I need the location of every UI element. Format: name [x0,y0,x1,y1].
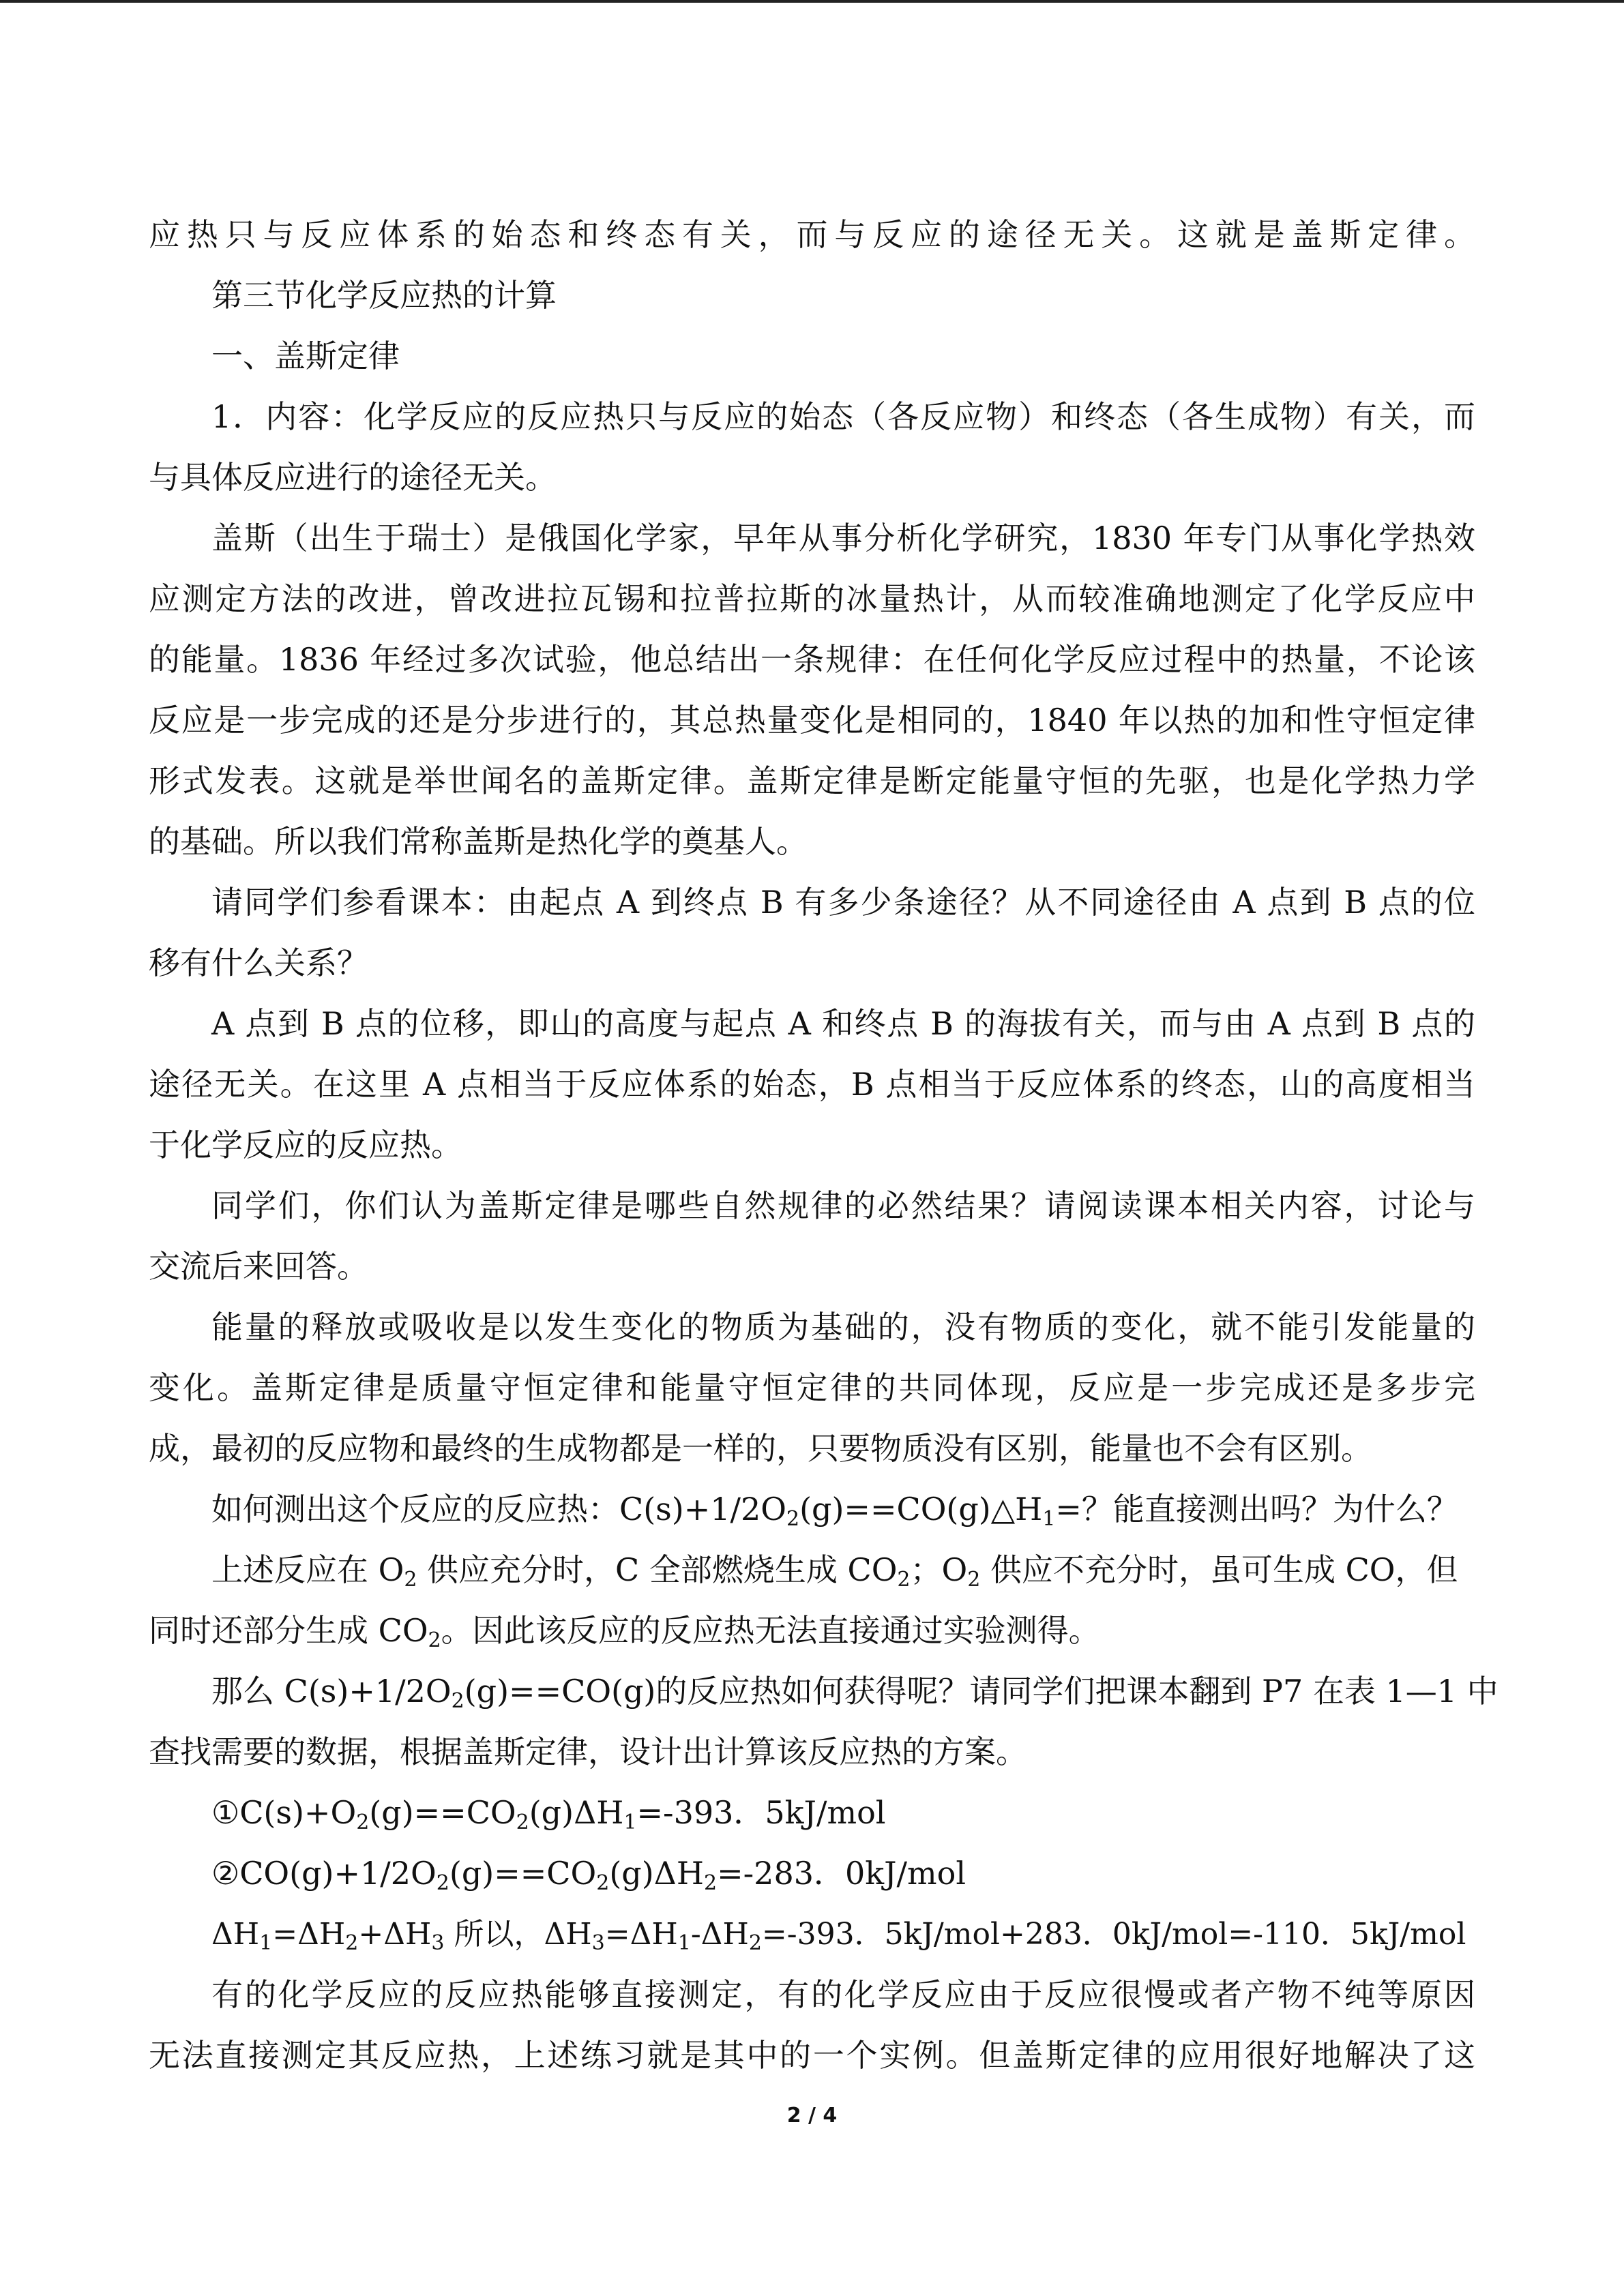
text-line: 同学们，你们认为盖斯定律是哪些自然规律的必然结果？请阅读课本相关内容，讨论与 [211,1187,1475,1224]
text-line: 无法直接测定其反应热，上述练习就是其中的一个实例。但盖斯定律的应用很好地解决了这 [149,2037,1475,2074]
equation-line: $②CO(g)+1/2O_2(g)==CO_2(g)\Delta H_2=-283$．0kJ/mol [211,1855,966,1895]
text-line: 的基础。所以我们常称盖斯是热化学的奠基人。 [149,823,808,860]
text-line: 应测定方法的改进，曾改进拉瓦锡和拉普拉斯的冰量热计，从而较准确地测定了化学反应中 [149,580,1475,617]
text-line: 于化学反应的反应热。 [149,1127,462,1163]
text-line: 1．内容：化学反应的反应热只与反应的始态（各反应物）和终态（各生成物）有关，而 [211,398,1475,435]
text-line: 有的化学反应的反应热能够直接测定，有的化学反应由于反应很慢或者产物不纯等原因 [211,1976,1475,2013]
text-line: 应热只与反应体系的始态和终态有关，而与反应的途径无关。这就是盖斯定律。 [149,216,1475,253]
text-line: 同时还部分生成 $CO_2$。因此该反应的反应热无法直接通过实验测得。 [149,1612,1100,1652]
top-border [0,0,1624,3]
text-line: 成，最初的反应物和最终的生成物都是一样的，只要物质没有区别，能量也不会有区别。 [149,1430,1372,1467]
text-line: 如何测出这个反应的反应热：$C(s)+1/2O_2(g)==CO(g)\triangle H_1=$？能直接测出吗？为什么？ [211,1491,1458,1531]
text-line: 上述反应在 $O_2$ 供应充分时，C 全部燃烧生成 $CO_2$；$O_2$ 供应不充分时，虽可生成 CO，但 [211,1551,1458,1592]
text-line: 盖斯（出生于瑞士）是俄国化学家，早年从事分析化学研究，1830 年专门从事化学热效 [211,520,1475,556]
text-line: 那么 $C(s)+1/2O_2(g)==CO(g)$的反应热如何获得呢？请同学们把课本翻到 P7 在表 1—1 中 [211,1673,1498,1713]
text-line: 反应是一步完成的还是分步进行的，其总热量变化是相同的，1840 年以热的加和性守恒定律 [149,702,1475,739]
text-line: 请同学们参看课本：由起点 A 到终点 B 有多少条途径？从不同途径由 A 点到 B 点的位 [211,884,1475,921]
section-title: 第三节化学反应热的计算 [211,277,557,314]
text-line: 能量的释放或吸收是以发生变化的物质为基础的，没有物质的变化，就不能引发能量的 [211,1309,1475,1345]
subsection-title: 一、盖斯定律 [211,338,400,374]
text-line: 移有什么关系？ [149,944,368,981]
equation-line: $①C(s)+O_2(g)==CO_2(g)\Delta H_1=-393$．5kJ/mol [211,1794,886,1834]
equation-line: $\Delta H_1=\Delta H_2+\Delta H_3$ 所以，$\Delta H_3=\Delta H_1-\Delta H_2=-393$．5kJ/mol+283．0kJ/mol=-110．5kJ/mol [211,1917,1466,1955]
page-number: 2 / 4 [786,2104,838,2128]
text-line: 形式发表。这就是举世闻名的盖斯定律。盖斯定律是断定能量守恒的先驱，也是化学热力学 [149,762,1475,799]
text-line: 的能量。1836 年经过多次试验，他总结出一条规律：在任何化学反应过程中的热量，不论该 [149,641,1475,678]
text-line: 与具体反应进行的途径无关。 [149,459,557,496]
text-line: 交流后来回答。 [149,1248,368,1285]
document-body [149,205,1498,2086]
text-line: 变化。盖斯定律是质量守恒定律和能量守恒定律的共同体现，反应是一步完成还是多步完 [149,1369,1475,1406]
text-line: A 点到 B 点的位移，即山的高度与起点 A 和终点 B 的海拔有关，而与由 A 点到 B 点的 [211,1005,1475,1042]
text-line: 查找需要的数据，根据盖斯定律，设计出计算该反应热的方案。 [149,1733,1027,1770]
text-line: 途径无关。在这里 A 点相当于反应体系的始态，B 点相当于反应体系的终态，山的高度相当 [149,1066,1475,1103]
